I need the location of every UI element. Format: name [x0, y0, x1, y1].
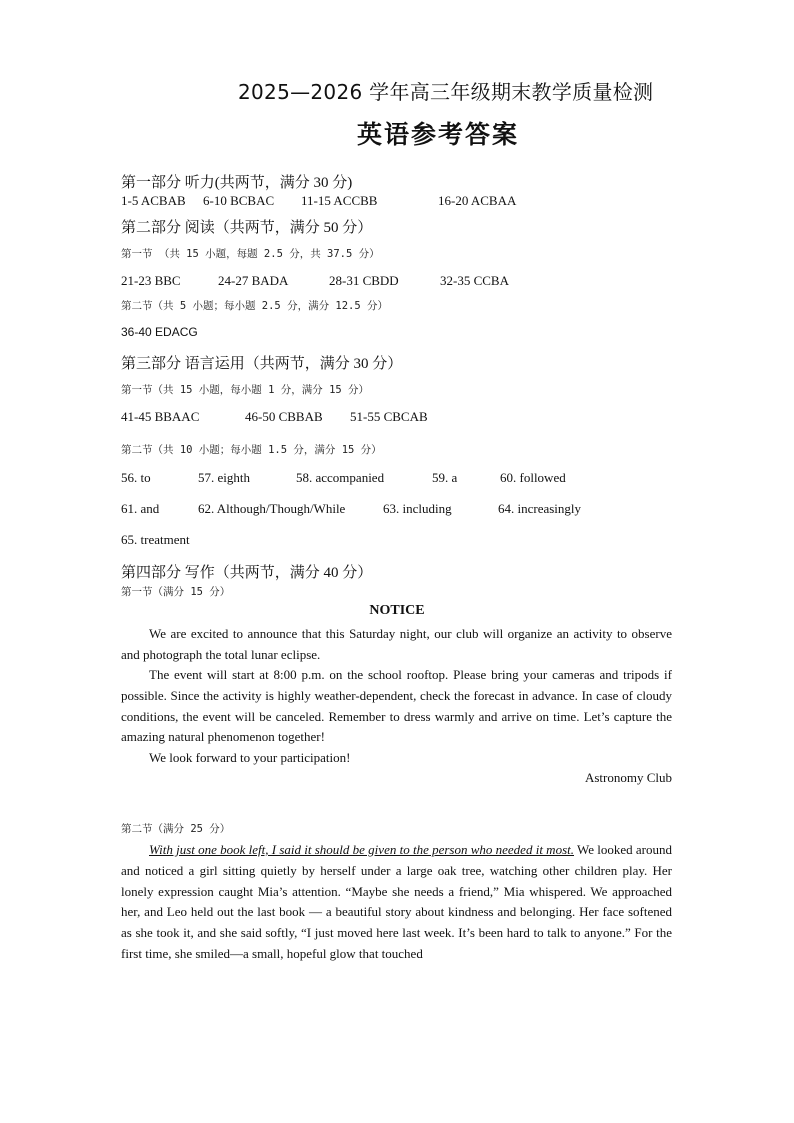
answer-item: 61. and: [121, 501, 160, 516]
essay-body: We looked around and noticed a girl sitting quietly by herself under a large oak tree, watching other children play. Her lonely expression caught Mia’s attention. “Maybe she needs a friend,” Mia whispered. We approached her, and Leo held out the last book — a beautiful story about kindness and belonging. Her face softened as she took it, and she said softly, “I just moved here last week. It’s been hard to talk to anyone.” For the first time, she smiled—a small, hopeful glow that touched: [121, 842, 672, 961]
answer-group: 41-45 BBAAC: [121, 409, 200, 424]
part4-heading: 第四部分 写作（共两节，满分 40 分）: [121, 565, 373, 581]
answer-group: 21-23 BBC: [121, 273, 181, 288]
answer-group: 24-27 BADA: [218, 273, 289, 288]
answer-item: 58. accompanied: [296, 470, 385, 485]
part4-section2-heading: 第二节（满分 25 分）: [121, 823, 231, 835]
answer-item: 56. to: [121, 470, 151, 485]
notice-paragraph: We are excited to announce that this Saturday night, our club will organize an activity to observe and photograph the total lunar eclipse.: [121, 626, 672, 662]
notice-signature: Astronomy Club: [584, 770, 672, 785]
answer-group: 28-31 CBDD: [329, 273, 399, 288]
answer-group: 51-55 CBCAB: [350, 409, 428, 424]
answer-group: 32-35 CCBA: [440, 273, 509, 288]
answer-group: 11-15 ACCBB: [301, 193, 378, 208]
answer-item: 57. eighth: [198, 470, 250, 485]
answer-item: 65. treatment: [121, 532, 190, 547]
notice-paragraph: The event will start at 8:00 p.m. on the school rooftop. Please bring your cameras and tripods if possible. Since the activity is highly weather-dependent, check the forecast in advance. In case of cloudy conditions, the event will be canceled. Remember to dress warmly and arrive on time. Let’s capture the amazing natural phenomenon together!: [121, 667, 672, 745]
page-title: 2025—2026 学年高三年级期末教学质量检测: [238, 80, 654, 104]
answer-group: 46-50 CBBAB: [245, 409, 323, 424]
part2-section2-heading: 第二节（共 5 小题；每小题 2.5 分，满分 12.5 分）: [121, 300, 389, 312]
notice-paragraph: We look forward to your participation!: [149, 750, 351, 765]
notice-title: NOTICE: [369, 603, 425, 618]
part2-heading: 第二部分 阅读（共两节，满分 50 分）: [121, 220, 373, 236]
essay-lead-sentence: With just one book left, I said it should be given to the person who needed it most.: [149, 842, 574, 857]
answer-item: 60. followed: [500, 470, 566, 485]
answer-item: 62. Although/Though/While: [198, 501, 346, 516]
answer-item: 64. increasingly: [498, 501, 582, 516]
answer-group: 16-20 ACBAA: [438, 193, 517, 208]
answer-group: 36-40 EDACG: [121, 325, 198, 339]
answer-item: 59. a: [432, 470, 458, 485]
page-subtitle: 英语参考答案: [357, 120, 520, 149]
essay-paragraph: [121, 840, 672, 965]
part3-heading: 第三部分 语言运用（共两节，满分 30 分）: [121, 356, 403, 372]
part2-section1-heading: 第一节 （共 15 小题，每题 2.5 分，共 37.5 分）: [121, 248, 380, 260]
answer-item: 63. including: [383, 501, 452, 516]
answer-group: 6-10 BCBAC: [203, 193, 275, 208]
part1-heading: 第一部分 听力(共两节，满分 30 分): [121, 175, 353, 191]
part4-section1-heading: 第一节（满分 15 分）: [121, 586, 231, 598]
part3-section1-heading: 第一节（共 15 小题，每小题 1 分，满分 15 分）: [121, 384, 370, 396]
part3-section2-heading: 第二节（共 10 小题；每小题 1.5 分，满分 15 分）: [121, 444, 382, 456]
answer-group: 1-5 ACBAB: [121, 193, 186, 208]
